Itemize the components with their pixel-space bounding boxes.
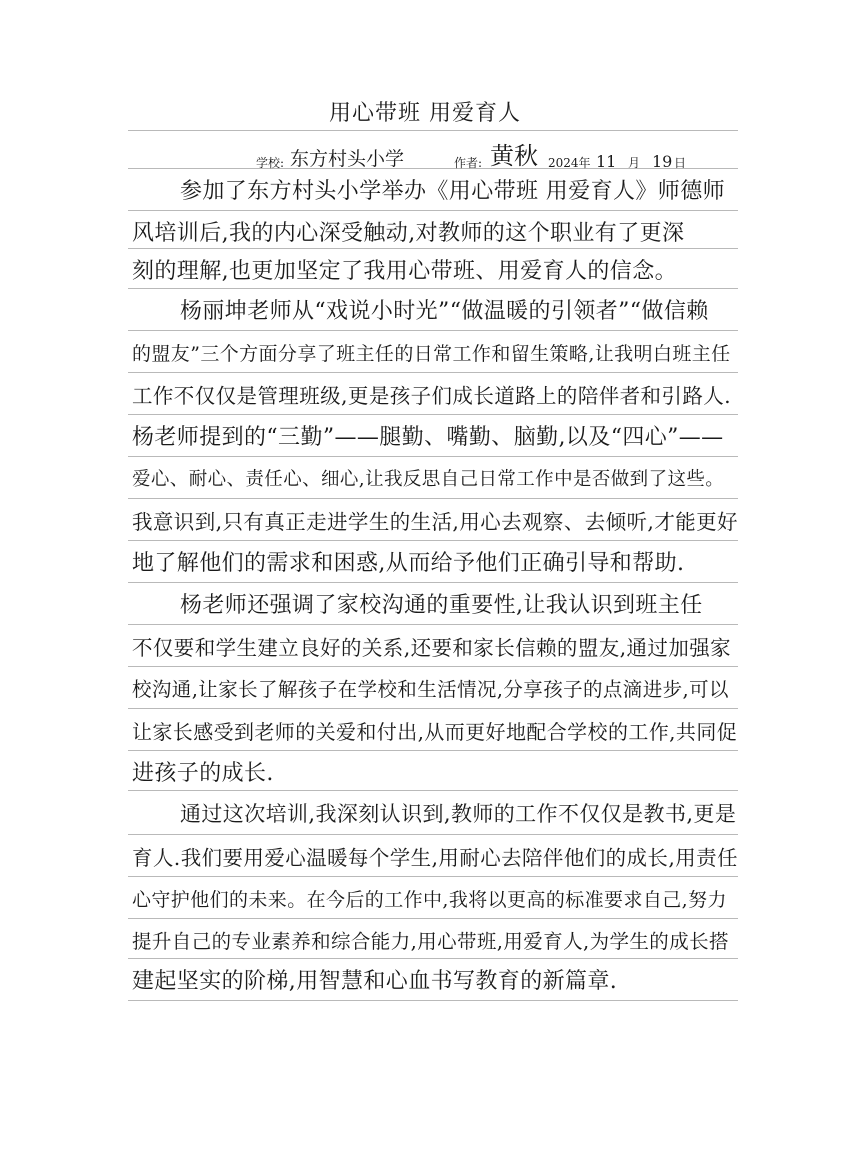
date-year: 2024年 [548, 156, 591, 170]
ruled-line [128, 168, 738, 169]
essay-line: 校沟通,让家长了解孩子在学校和生活情况,分享孩子的点滴进步,可以 [132, 678, 729, 701]
essay-line: 提升自己的专业素养和综合能力,用心带班,用爱育人,为学生的成长搭 [132, 930, 729, 953]
essay-line: 不仅要和学生建立良好的关系,还要和家长信赖的盟友,通过加强家 [132, 636, 732, 660]
essay-line: 参加了东方村头小学举办《用心带班 用爱育人》师德师 [180, 179, 725, 204]
essay-line: 进孩子的成长. [132, 761, 274, 786]
essay-line: 风培训后,我的内心深受触动,对教师的这个职业有了更深 [132, 221, 685, 246]
essay-line: 工作不仅仅是管理班级,更是孩子们成长道路上的陪伴者和引路人. [132, 384, 732, 408]
essay-line: 我意识到,只有真正走进学生的生活,用心去观察、去倾听,才能更好 [132, 510, 738, 534]
essay-line: 育人.我们要用爱心温暖每个学生,用耐心去陪伴他们的成长,用责任 [132, 846, 738, 870]
essay-line: 让家长感受到老师的关爱和付出,从而更好地配合学校的工作,共同促 [132, 720, 738, 744]
essay-line: 心守护他们的未来。在今后的工作中,我将以更高的标准要求自己,努力 [132, 889, 727, 911]
date-day-unit: 日 [674, 156, 687, 170]
essay-line: 刻的理解,也更加坚定了我用心带班、用爱育人的信念。 [132, 259, 677, 284]
ruled-line [128, 130, 738, 131]
essay-line: 通过这次培训,我深刻认识到,教师的工作不仅仅是教书,更是 [180, 802, 737, 826]
essay-line: 建起坚实的阶梯,用智慧和心血书写教育的新篇章. [132, 969, 618, 994]
essay-line: 地了解他们的需求和困惑,从而给予他们正确引导和帮助. [132, 551, 685, 576]
author-name: 黄秋 [490, 142, 538, 170]
essay-line: 的盟友”三个方面分享了班主任的日常工作和留生策略,让我明白班主任 [132, 343, 731, 365]
school-label: 学校: [256, 156, 285, 170]
essay-line: 杨老师还强调了家校沟通的重要性,让我认识到班主任 [180, 593, 703, 618]
author-label: 作者: [454, 156, 483, 170]
essay-line: 杨丽坤老师从“戏说小时光”“做温暖的引领者”“做信赖 [180, 299, 709, 324]
essay-line: 杨老师提到的“三勤”——腿勤、嘴勤、脑勤,以及“四心”—— [132, 425, 724, 450]
school-name: 东方村头小学 [290, 148, 405, 170]
date-month-unit: 月 [628, 156, 641, 170]
date-day: 19 [652, 152, 673, 171]
essay-line: 爱心、耐心、责任心、细心,让我反思自己日常工作中是否做到了这些。 [132, 469, 725, 490]
ruled-line [128, 834, 738, 835]
essay-title: 用心带班 用爱育人 [329, 101, 521, 126]
date-month: 11 [596, 152, 617, 171]
